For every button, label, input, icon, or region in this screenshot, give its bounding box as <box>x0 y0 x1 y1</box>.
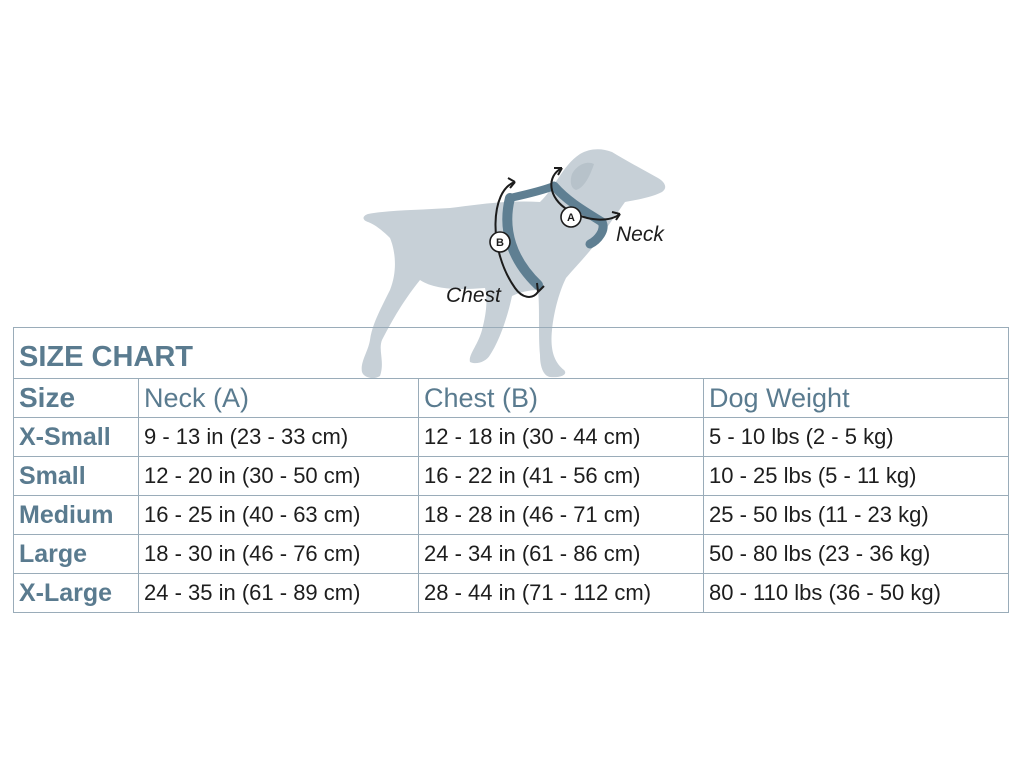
weight-cell: 80 - 110 lbs (36 - 50 kg) <box>704 574 1009 613</box>
chest-badge: B <box>496 237 504 249</box>
chest-cell: 28 - 44 in (71 - 112 cm) <box>419 574 704 613</box>
neck-badge: A <box>567 212 575 224</box>
neck-cell: 12 - 20 in (30 - 50 cm) <box>139 457 419 496</box>
table-header-row <box>14 379 1009 418</box>
chest-cell: 18 - 28 in (46 - 71 cm) <box>419 496 704 535</box>
chest-cell: 24 - 34 in (61 - 86 cm) <box>419 535 704 574</box>
neck-cell: 16 - 25 in (40 - 63 cm) <box>139 496 419 535</box>
table-row <box>14 418 1009 457</box>
weight-cell: 10 - 25 lbs (5 - 11 kg) <box>704 457 1009 496</box>
chest-label: Chest <box>446 284 501 307</box>
neck-cell: 9 - 13 in (23 - 33 cm) <box>139 418 419 457</box>
size-cell: X-Small <box>14 418 139 457</box>
weight-cell: 50 - 80 lbs (23 - 36 kg) <box>704 535 1009 574</box>
size-cell: X-Large <box>14 574 139 613</box>
neck-label: Neck <box>616 223 664 246</box>
header-neck: Neck (A) <box>139 379 419 418</box>
neck-cell: 24 - 35 in (61 - 89 cm) <box>139 574 419 613</box>
weight-cell: 5 - 10 lbs (2 - 5 kg) <box>704 418 1009 457</box>
table-row <box>14 457 1009 496</box>
size-cell: Large <box>14 535 139 574</box>
neck-cell: 18 - 30 in (46 - 76 cm) <box>139 535 419 574</box>
size-cell: Medium <box>14 496 139 535</box>
size-cell: Small <box>14 457 139 496</box>
header-chest: Chest (B) <box>419 379 704 418</box>
table-title: SIZE CHART <box>14 328 1009 379</box>
header-size: Size <box>14 379 139 418</box>
weight-cell: 25 - 50 lbs (11 - 23 kg) <box>704 496 1009 535</box>
table-row <box>14 535 1009 574</box>
table-title-row <box>14 328 1009 379</box>
table-row <box>14 574 1009 613</box>
chest-cell: 16 - 22 in (41 - 56 cm) <box>419 457 704 496</box>
header-weight: Dog Weight <box>704 379 1009 418</box>
size-chart-table <box>13 327 1009 613</box>
table-row <box>14 496 1009 535</box>
chest-cell: 12 - 18 in (30 - 44 cm) <box>419 418 704 457</box>
